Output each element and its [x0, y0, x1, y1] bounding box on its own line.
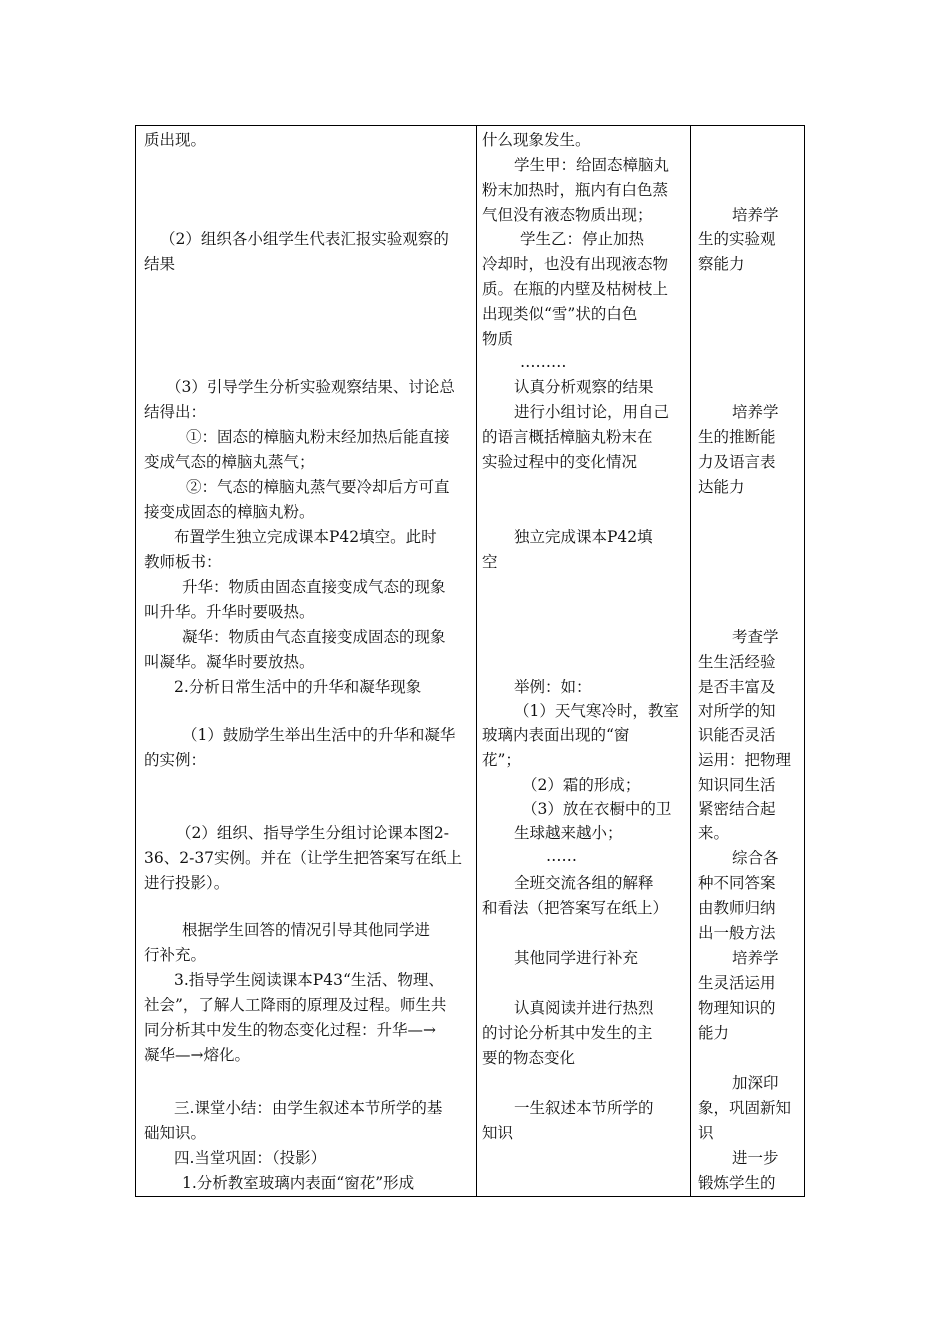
text-line: 生的实验观 — [698, 230, 776, 248]
text-line: 同分析其中发生的物态变化过程：升华—→ — [144, 1021, 436, 1039]
text-line: 和看法（把答案写在纸上） — [482, 899, 669, 917]
text-line: …… — [546, 847, 577, 865]
text-line: 生灵活运用 — [698, 974, 776, 992]
text-line: 接变成固态的樟脑丸粉。 — [144, 503, 315, 521]
text-line: 独立完成课本P42填 — [514, 528, 653, 546]
text-line: 玻璃内表面出现的“窗 — [482, 726, 630, 744]
text-line: 要的物态变化 — [482, 1049, 576, 1067]
design-purpose-column — [690, 126, 804, 1196]
text-line: 的语言概括樟脑丸粉末在 — [482, 428, 653, 446]
text-line: 能力 — [698, 1024, 730, 1042]
text-line: 识能否灵活 — [698, 726, 776, 744]
text-line: 物质 — [482, 330, 514, 348]
text-line: 质。在瓶的内壁及枯树枝上 — [482, 280, 669, 298]
text-line: 3.指导学生阅读课本P43“生活、物理、 — [174, 971, 444, 989]
text-line: 认真阅读并进行热烈 — [514, 999, 654, 1017]
text-line: 的讨论分析其中发生的主 — [482, 1024, 653, 1042]
text-line: （3）放在衣橱中的卫 — [522, 800, 672, 818]
text-line: 加深印 — [732, 1074, 779, 1092]
text-line: 识 — [698, 1124, 714, 1142]
text-line: （1）鼓励学生举出生活中的升华和凝华 — [182, 726, 456, 744]
text-line: 布置学生独立完成课本P42填空。此时 — [174, 528, 437, 546]
text-line: 紧密结合起 — [698, 800, 776, 818]
text-line: 生球越来越小； — [514, 824, 623, 842]
text-line: 的实例： — [144, 751, 207, 769]
text-line: 进一步 — [732, 1149, 779, 1167]
text-line: 一生叙述本节所学的 — [514, 1099, 654, 1117]
text-line: 举例：如： — [514, 678, 592, 696]
student-activity-column — [476, 126, 690, 1196]
text-line: 凝华：物质由气态直接变成固态的现象 — [182, 628, 446, 646]
lesson-plan-table — [135, 125, 805, 1197]
text-line: 学生甲：给固态樟脑丸 — [514, 156, 670, 174]
text-line: 综合各 — [732, 849, 779, 867]
text-line: 学生乙：停止加热 — [520, 230, 645, 248]
text-line: 行补充。 — [144, 946, 207, 964]
text-line: 由教师归纳 — [698, 899, 776, 917]
text-line: （1）天气寒冷时，教室 — [514, 702, 679, 720]
text-line: 升华：物质由固态直接变成气态的现象 — [182, 578, 446, 596]
text-line: 进行小组讨论，用自己 — [514, 403, 670, 421]
text-line: （2）组织各小组学生代表汇报实验观察的 — [160, 230, 449, 248]
text-line: ……… — [520, 353, 567, 371]
text-line: 变成气态的樟脑丸蒸气； — [144, 453, 315, 471]
text-line: 培养学 — [732, 949, 779, 967]
text-line: 知识 — [482, 1124, 514, 1142]
text-line: 全班交流各组的解释 — [514, 874, 654, 892]
text-line: （3）引导学生分析实验观察结果、讨论总 — [166, 378, 455, 396]
text-line: 结得出： — [144, 403, 207, 421]
text-line: 三.课堂小结：由学生叙述本节所学的基 — [174, 1099, 443, 1117]
text-line: 对所学的知 — [698, 702, 776, 720]
text-line: 察能力 — [698, 255, 745, 273]
text-line: 叫凝华。凝华时要放热。 — [144, 653, 315, 671]
text-line: 运用：把物理 — [698, 751, 792, 769]
text-line: 四.当堂巩固：（投影） — [174, 1149, 327, 1167]
text-line: 生的推断能 — [698, 428, 776, 446]
text-line: 什么现象发生。 — [482, 131, 591, 149]
text-line: 出现类似“雪”状的白色 — [482, 305, 638, 323]
text-line: 叫升华。升华时要吸热。 — [144, 603, 315, 621]
text-line: 生生活经验 — [698, 653, 776, 671]
text-line: 象，巩固新知 — [698, 1099, 792, 1117]
text-line: 力及语言表 — [698, 453, 776, 471]
text-line: ①：固态的樟脑丸粉末经加热后能直接 — [186, 428, 450, 446]
text-line: 空 — [482, 553, 498, 571]
text-line: 认真分析观察的结果 — [514, 378, 654, 396]
text-line: 进行投影）。 — [144, 874, 230, 892]
text-line: 种不同答案 — [698, 874, 776, 892]
text-line: 2.分析日常生活中的升华和凝华现象 — [174, 678, 422, 696]
text-line: 结果 — [144, 255, 176, 273]
text-line: 培养学 — [732, 403, 779, 421]
text-line: 来。 — [698, 824, 730, 842]
text-line: ②：气态的樟脑丸蒸气要冷却后方可直 — [186, 478, 450, 496]
text-line: 其他同学进行补充 — [514, 949, 639, 967]
text-line: （2）霜的形成； — [522, 776, 641, 794]
text-line: 气但没有液态物质出现； — [482, 206, 653, 224]
teacher-activity-column — [136, 126, 476, 1196]
text-line: 实验过程中的变化情况 — [482, 453, 638, 471]
text-line: 出一般方法 — [698, 924, 776, 942]
text-line: 教师板书： — [144, 553, 222, 571]
text-line: 锻炼学生的 — [698, 1174, 776, 1192]
text-line: 础知识。 — [144, 1124, 207, 1142]
text-line: 花”； — [482, 751, 521, 769]
text-line: 考查学 — [732, 628, 779, 646]
text-line: 根据学生回答的情况引导其他同学进 — [182, 921, 431, 939]
text-line: 培养学 — [732, 206, 779, 224]
text-line: 冷却时，也没有出现液态物 — [482, 255, 669, 273]
text-line: 是否丰富及 — [698, 678, 776, 696]
text-line: 物理知识的 — [698, 999, 776, 1017]
text-line: 达能力 — [698, 478, 745, 496]
text-line: 粉末加热时，瓶内有白色蒸 — [482, 181, 669, 199]
text-line: 知识同生活 — [698, 776, 776, 794]
text-line: 凝华—→熔化。 — [144, 1046, 250, 1064]
text-line: （2）组织、指导学生分组讨论课本图2- — [176, 824, 449, 842]
text-line: 36、2-37实例。并在（让学生把答案写在纸上 — [144, 849, 463, 867]
text-line: 1.分析教室玻璃内表面“窗花”形成 — [182, 1174, 415, 1192]
text-line: 质出现。 — [144, 131, 207, 149]
text-line: 社会”，了解人工降雨的原理及过程。师生共 — [144, 996, 447, 1014]
